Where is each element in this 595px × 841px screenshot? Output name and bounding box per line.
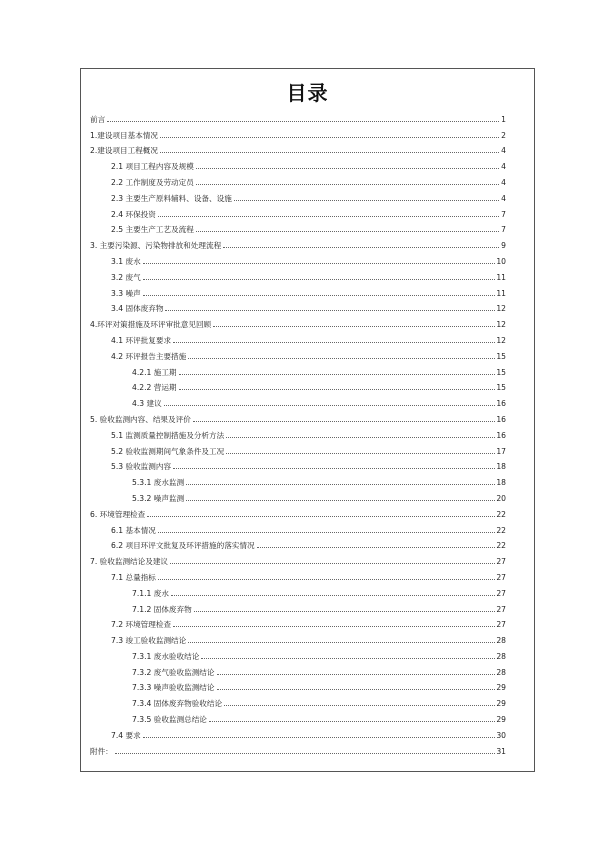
toc-entry[interactable] xyxy=(90,582,506,598)
toc-dot-leader xyxy=(223,246,499,248)
toc-dot-leader xyxy=(224,704,495,706)
toc-entry[interactable] xyxy=(90,171,506,187)
toc-entry[interactable] xyxy=(90,724,506,740)
toc-entry[interactable] xyxy=(90,661,506,677)
toc-entry-page-number: 4 xyxy=(501,193,506,203)
toc-entry-label: 3.4 固体废弃物 xyxy=(111,304,164,314)
toc-entry-page-number: 15 xyxy=(496,351,506,361)
toc-entry-page-number: 27 xyxy=(496,588,506,598)
toc-entry-page-number: 11 xyxy=(496,288,506,298)
toc-dot-leader xyxy=(196,167,499,169)
toc-entry-page-number: 9 xyxy=(501,241,506,251)
toc-dot-leader xyxy=(186,483,495,485)
toc-dot-leader xyxy=(226,436,495,438)
toc-entry-page-number: 27 xyxy=(496,620,506,630)
toc-entry[interactable] xyxy=(90,424,506,440)
toc-entry-page-number: 22 xyxy=(496,525,506,535)
toc-entry-label: 7.3 竣工验收监测结论 xyxy=(111,636,187,646)
toc-entry-label: 4.3 建议 xyxy=(132,399,162,409)
toc-entry-label: 前言 xyxy=(90,114,106,124)
toc-entry-page-number: 31 xyxy=(496,746,506,756)
toc-entry[interactable] xyxy=(90,645,506,661)
toc-entry[interactable] xyxy=(90,614,506,630)
toc-entry-label: 2.建设项目工程概况 xyxy=(90,146,158,156)
toc-entry[interactable] xyxy=(90,598,506,614)
toc-dot-leader xyxy=(209,720,495,722)
toc-entry-page-number: 11 xyxy=(496,272,506,282)
toc-entry-label: 4.2.2 营运期 xyxy=(132,383,177,393)
toc-entry[interactable] xyxy=(90,677,506,693)
toc-dot-leader xyxy=(164,404,496,406)
toc-entry-page-number: 2 xyxy=(501,130,506,140)
toc-entry-page-number: 15 xyxy=(496,367,506,377)
toc-entry-label: 6. 环境管理检查 xyxy=(90,509,146,519)
toc-entry-page-number: 28 xyxy=(496,651,506,661)
toc-entry[interactable] xyxy=(90,345,506,361)
toc-entry-page-number: 18 xyxy=(496,478,506,488)
toc-title: 目录 xyxy=(286,81,329,105)
toc-dot-leader xyxy=(257,546,496,548)
toc-entry-label: 7. 验收监测结论及建议 xyxy=(90,557,169,567)
toc-dot-leader xyxy=(217,673,496,675)
toc-entry-page-number: 28 xyxy=(496,667,506,677)
toc-entry-label: 5.3.1 废水监测 xyxy=(132,478,185,488)
toc-dot-leader xyxy=(158,578,495,580)
toc-entry[interactable] xyxy=(90,535,506,551)
toc-entry-label: 5.1 监测质量控制措施及分析方法 xyxy=(111,430,225,440)
toc-entry-label: 3. 主要污染源、污染物排放和处理流程 xyxy=(90,241,222,251)
toc-entry-page-number: 7 xyxy=(501,209,506,219)
toc-dot-leader xyxy=(173,341,495,343)
toc-entry-label: 附件： xyxy=(90,746,113,756)
toc-entry[interactable] xyxy=(90,456,506,472)
toc-dot-leader xyxy=(186,499,495,501)
toc-entry-page-number: 12 xyxy=(496,304,506,314)
toc-entry-label: 1.建设项目基本情况 xyxy=(90,130,158,140)
toc-entry[interactable] xyxy=(90,219,506,235)
toc-dot-leader xyxy=(173,467,495,469)
toc-entry-label: 7.1 总量指标 xyxy=(111,572,156,582)
toc-entry-page-number: 4 xyxy=(501,146,506,156)
toc-entry-label: 6.1 基本情况 xyxy=(111,525,156,535)
toc-entry-page-number: 29 xyxy=(496,683,506,693)
toc-dot-leader xyxy=(143,294,496,296)
toc-entry-label: 6.2 项目环评文批复及环评措施的落实情况 xyxy=(111,541,255,551)
toc-entry[interactable] xyxy=(90,140,506,156)
toc-entry-label: 3.2 废气 xyxy=(111,272,141,282)
toc-entry[interactable] xyxy=(90,519,506,535)
toc-dot-leader xyxy=(213,325,495,327)
toc-dot-leader xyxy=(158,215,499,217)
toc-entry-page-number: 10 xyxy=(496,256,506,266)
toc-entry-page-number: 22 xyxy=(496,541,506,551)
toc-dot-leader xyxy=(160,136,499,138)
toc-entry-page-number: 17 xyxy=(496,446,506,456)
toc-entry[interactable] xyxy=(90,566,506,582)
toc-entry-label: 3.3 噪声 xyxy=(111,288,141,298)
toc-dot-leader xyxy=(217,688,496,690)
toc-entry-page-number: 20 xyxy=(496,493,506,503)
toc-dot-leader xyxy=(143,262,496,264)
toc-entry[interactable] xyxy=(90,298,506,314)
document-frame xyxy=(80,68,535,772)
toc-entry-page-number: 4 xyxy=(501,162,506,172)
toc-entry[interactable] xyxy=(90,440,506,456)
toc-entry-label: 2.1 项目工程内容及规模 xyxy=(111,162,194,172)
toc-dot-leader xyxy=(179,388,496,390)
toc-dot-leader xyxy=(147,515,495,517)
toc-entry-label: 5.3 验收监测内容 xyxy=(111,462,172,472)
toc-entry-page-number: 27 xyxy=(496,557,506,567)
toc-entry-label: 4.环评对策措施及环评审批意见回顾 xyxy=(90,320,212,330)
toc-entry[interactable] xyxy=(90,503,506,519)
toc-entry-label: 5.3.2 噪声监测 xyxy=(132,493,185,503)
toc-entry-label: 2.3 主要生产原料辅料、设备、设施 xyxy=(111,193,232,203)
toc-dot-leader xyxy=(165,309,495,311)
toc-dot-leader xyxy=(160,151,499,153)
toc-entry[interactable] xyxy=(90,408,506,424)
toc-entry-page-number: 16 xyxy=(496,399,506,409)
toc-entry-label: 7.1.1 废水 xyxy=(132,588,169,598)
toc-entry-label: 4.2.1 施工期 xyxy=(132,367,177,377)
toc-dot-leader xyxy=(107,120,499,122)
toc-entry[interactable] xyxy=(90,487,506,503)
toc-entry-label: 7.3.4 固体废弃物验收结论 xyxy=(132,699,223,709)
table-of-contents xyxy=(90,108,506,756)
toc-entry-label: 2.4 环保投资 xyxy=(111,209,156,219)
toc-dot-leader xyxy=(173,625,495,627)
toc-dot-leader xyxy=(115,752,496,754)
toc-entry-page-number: 1 xyxy=(501,114,506,124)
toc-entry-page-number: 29 xyxy=(496,715,506,725)
toc-dot-leader xyxy=(171,594,495,596)
toc-entry[interactable] xyxy=(90,708,506,724)
toc-entry-label: 4.1 环评批复要求 xyxy=(111,335,172,345)
toc-entry[interactable] xyxy=(90,124,506,140)
toc-dot-leader xyxy=(143,736,496,738)
toc-entry-label: 4.2 环评报告主要措施 xyxy=(111,351,187,361)
toc-entry-page-number: 16 xyxy=(496,414,506,424)
toc-dot-leader xyxy=(170,562,495,564)
toc-entry[interactable] xyxy=(90,740,506,756)
toc-entry-page-number: 30 xyxy=(496,730,506,740)
toc-entry-label: 7.3.2 废气验收监测结论 xyxy=(132,667,215,677)
toc-entry[interactable] xyxy=(90,692,506,708)
toc-entry-label: 7.3.3 噪声验收监测结论 xyxy=(132,683,215,693)
toc-entry-page-number: 28 xyxy=(496,636,506,646)
toc-entry[interactable] xyxy=(90,329,506,345)
toc-dot-leader xyxy=(179,373,496,375)
toc-entry-label: 2.5 主要生产工艺及流程 xyxy=(111,225,194,235)
toc-entry[interactable] xyxy=(90,471,506,487)
toc-dot-leader xyxy=(196,183,499,185)
toc-entry[interactable] xyxy=(90,108,506,124)
toc-entry[interactable] xyxy=(90,313,506,329)
toc-entry[interactable] xyxy=(90,377,506,393)
toc-entry[interactable] xyxy=(90,550,506,566)
toc-entry-label: 5.2 验收监测期间气象条件及工况 xyxy=(111,446,225,456)
toc-entry-page-number: 4 xyxy=(501,177,506,187)
toc-entry[interactable] xyxy=(90,234,506,250)
toc-entry-label: 3.1 废水 xyxy=(111,256,141,266)
toc-entry-label: 7.3.1 废水验收结论 xyxy=(132,651,200,661)
toc-entry-page-number: 22 xyxy=(496,509,506,519)
toc-dot-leader xyxy=(196,230,499,232)
toc-entry-label: 2.2 工作制度及劳动定员 xyxy=(111,177,194,187)
toc-entry[interactable] xyxy=(90,629,506,645)
toc-dot-leader xyxy=(194,610,496,612)
toc-entry[interactable] xyxy=(90,203,506,219)
toc-dot-leader xyxy=(188,357,495,359)
toc-entry[interactable] xyxy=(90,361,506,377)
toc-entry[interactable] xyxy=(90,266,506,282)
toc-entry-page-number: 16 xyxy=(496,430,506,440)
toc-entry-page-number: 15 xyxy=(496,383,506,393)
toc-dot-leader xyxy=(226,452,495,454)
toc-entry-page-number: 12 xyxy=(496,335,506,345)
toc-dot-leader xyxy=(234,199,499,201)
toc-entry-page-number: 29 xyxy=(496,699,506,709)
toc-dot-leader xyxy=(201,657,495,659)
toc-dot-leader xyxy=(193,420,496,422)
toc-dot-leader xyxy=(188,641,495,643)
toc-entry-page-number: 12 xyxy=(496,320,506,330)
toc-dot-leader xyxy=(143,278,496,280)
toc-entry-page-number: 27 xyxy=(496,572,506,582)
toc-entry-label: 7.3.5 验收监测总结论 xyxy=(132,715,207,725)
toc-entry-label: 5. 验收监测内容、结果及评价 xyxy=(90,414,191,424)
toc-entry-page-number: 7 xyxy=(501,225,506,235)
toc-dot-leader xyxy=(158,531,495,533)
toc-entry[interactable] xyxy=(90,282,506,298)
toc-entry-page-number: 27 xyxy=(496,604,506,614)
toc-entry-label: 7.1.2 固体废弃物 xyxy=(132,604,192,614)
toc-entry-label: 7.4 要求 xyxy=(111,730,141,740)
toc-entry[interactable] xyxy=(90,392,506,408)
toc-entry[interactable] xyxy=(90,155,506,171)
toc-entry[interactable] xyxy=(90,187,506,203)
toc-entry[interactable] xyxy=(90,250,506,266)
toc-entry-page-number: 18 xyxy=(496,462,506,472)
toc-entry-label: 7.2 环境管理检查 xyxy=(111,620,172,630)
